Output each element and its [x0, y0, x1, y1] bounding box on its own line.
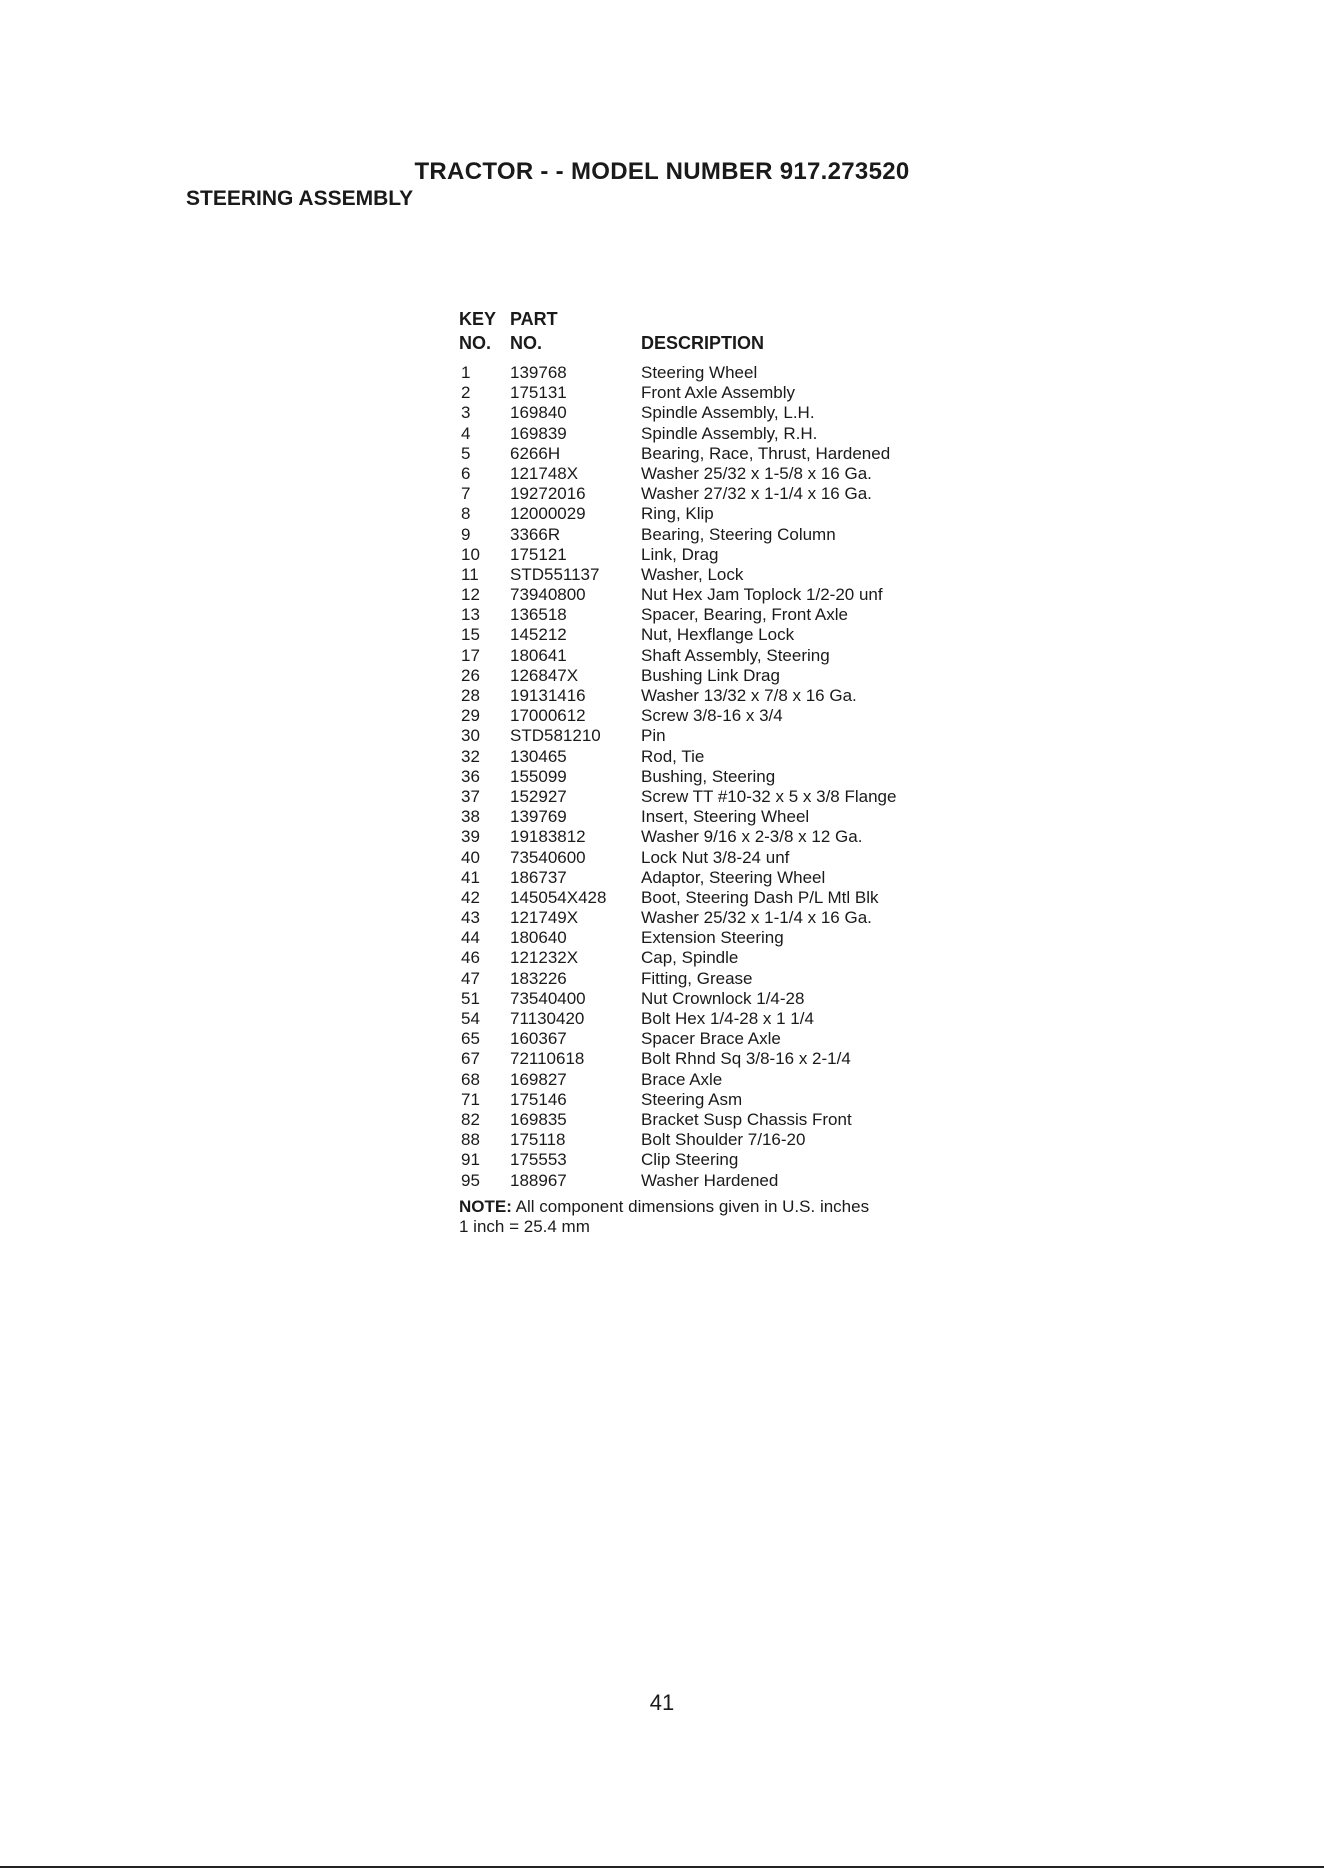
- part-no-cell: 6266H: [510, 443, 561, 463]
- description-cell: Washer 27/32 x 1-1/4 x 16 Ga.: [641, 484, 872, 504]
- table-row: [459, 444, 971, 464]
- part-no-cell: 169840: [510, 403, 567, 423]
- part-no-cell: STD551137: [510, 564, 600, 584]
- key-no-cell: 82: [461, 1109, 480, 1129]
- table-row: [459, 605, 971, 625]
- note-text: All component dimensions given in U.S. inches: [511, 1196, 870, 1216]
- bottom-rule: [0, 1866, 1324, 1868]
- table-row: [459, 525, 971, 545]
- table-row: [459, 706, 971, 726]
- key-no-cell: 12: [461, 585, 480, 605]
- part-no-cell: 3366R: [510, 524, 561, 544]
- note-label: NOTE:: [459, 1196, 512, 1216]
- key-no-cell: 1: [461, 363, 471, 382]
- note-line2: 1 inch = 25.4 mm: [459, 1216, 590, 1236]
- key-no-cell: 15: [461, 625, 480, 645]
- table-row: [459, 403, 971, 423]
- part-no-cell: 175121: [510, 544, 567, 564]
- table-row: [459, 1009, 971, 1029]
- table-row: [459, 989, 971, 1009]
- part-no-cell: 126847X: [510, 665, 579, 685]
- description-cell: Spacer Brace Axle: [641, 1029, 781, 1049]
- description-cell: Nut Hex Jam Toplock 1/2-20 unf: [641, 585, 883, 605]
- note-line1: [459, 1197, 971, 1217]
- description-cell: Spindle Assembly, R.H.: [641, 423, 818, 443]
- description-cell: Rod, Tie: [641, 746, 705, 766]
- key-no-cell: 17: [461, 645, 480, 665]
- key-no-cell: 51: [461, 988, 480, 1008]
- part-no-cell: 136518: [510, 605, 567, 625]
- key-no-cell: 4: [461, 423, 471, 443]
- part-no-cell: 139769: [510, 807, 567, 827]
- part-no-cell: 155099: [510, 766, 567, 786]
- description-cell: Spindle Assembly, L.H.: [641, 403, 815, 423]
- table-row: [459, 1090, 971, 1110]
- key-no-cell: 44: [461, 928, 480, 948]
- key-no-cell: 40: [461, 847, 480, 867]
- table-row: [459, 1130, 971, 1150]
- part-no-cell: 73940800: [510, 585, 586, 605]
- table-row: [459, 948, 971, 968]
- table-row: [459, 1070, 971, 1090]
- table-row: [459, 646, 971, 666]
- description-cell: Steering Asm: [641, 1089, 743, 1109]
- description-cell: Bolt Shoulder 7/16-20: [641, 1130, 806, 1150]
- part-no-cell: 121748X: [510, 463, 579, 483]
- key-no-cell: 2: [461, 383, 471, 403]
- description-cell: Steering Wheel: [641, 363, 758, 382]
- description-cell: Washer, Lock: [641, 564, 744, 584]
- table-row: [459, 969, 971, 989]
- part-no-cell: 73540400: [510, 988, 586, 1008]
- description-cell: Washer 25/32 x 1-1/4 x 16 Ga.: [641, 908, 872, 928]
- part-no-cell: 180641: [510, 645, 567, 665]
- key-no-header-line2: NO.: [459, 333, 492, 353]
- table-row: [459, 908, 971, 928]
- key-no-cell: 5: [461, 443, 471, 463]
- key-no-cell: 32: [461, 746, 480, 766]
- table-row: [459, 363, 971, 383]
- description-cell: Bracket Susp Chassis Front: [641, 1109, 852, 1129]
- part-no-cell: 145054X428: [510, 887, 607, 907]
- description-cell: Screw TT #10-32 x 5 x 3/8 Flange: [641, 786, 897, 806]
- table-row: [459, 484, 971, 504]
- part-no-cell: 19131416: [510, 686, 586, 705]
- description-cell: Shaft Assembly, Steering: [641, 645, 830, 665]
- description-cell: Washer Hardened: [641, 1170, 779, 1190]
- table-row: [459, 1171, 971, 1191]
- parts-list: [459, 309, 971, 1237]
- key-no-cell: 37: [461, 786, 480, 806]
- table-row: [459, 424, 971, 444]
- part-no-cell: 152927: [510, 786, 567, 806]
- table-row: [459, 666, 971, 686]
- key-no-cell: 47: [461, 968, 480, 988]
- part-no-cell: 188967: [510, 1170, 567, 1190]
- table-row: [459, 888, 971, 908]
- page-title: TRACTOR - - MODEL NUMBER 917.273520: [414, 158, 910, 185]
- key-no-cell: 65: [461, 1029, 480, 1049]
- part-no-cell: 180640: [510, 928, 567, 948]
- description-header: DESCRIPTION: [641, 333, 765, 353]
- key-no-cell: 68: [461, 1069, 480, 1089]
- description-cell: Washer 9/16 x 2-3/8 x 12 Ga.: [641, 827, 863, 847]
- parts-rows: [459, 363, 971, 1191]
- key-no-cell: 36: [461, 766, 480, 786]
- description-cell: Bushing Link Drag: [641, 665, 780, 685]
- key-no-cell: 10: [461, 544, 480, 564]
- key-no-cell: 9: [461, 524, 471, 544]
- part-no-cell: 175118: [510, 1130, 566, 1150]
- table-row: [459, 827, 971, 847]
- page-number: 41: [649, 1690, 675, 1715]
- description-cell: Clip Steering: [641, 1150, 739, 1170]
- description-cell: Front Axle Assembly: [641, 383, 796, 403]
- part-no-cell: 121749X: [510, 908, 579, 928]
- table-row: [459, 868, 971, 888]
- key-no-cell: 43: [461, 908, 480, 928]
- key-no-header-line1: KEY: [459, 309, 497, 329]
- key-no-cell: 88: [461, 1130, 480, 1150]
- table-row: [459, 1049, 971, 1069]
- description-cell: Extension Steering: [641, 928, 784, 948]
- description-cell: Ring, Klip: [641, 504, 714, 524]
- part-no-cell: 183226: [510, 968, 567, 988]
- key-no-cell: 67: [461, 1049, 480, 1069]
- key-no-cell: 30: [461, 726, 480, 746]
- key-no-cell: 95: [461, 1170, 480, 1190]
- table-row: [459, 545, 971, 565]
- section-title: STEERING ASSEMBLY: [186, 187, 414, 210]
- note: [459, 1197, 971, 1237]
- key-no-cell: 8: [461, 504, 471, 524]
- part-no-cell: 175146: [510, 1089, 567, 1109]
- description-cell: Brace Axle: [641, 1069, 723, 1089]
- part-no-cell: 139768: [510, 363, 567, 382]
- parts-list-header: [459, 309, 971, 357]
- table-row: [459, 504, 971, 524]
- table-row: [459, 383, 971, 403]
- key-no-cell: 46: [461, 948, 480, 968]
- description-cell: Screw 3/8-16 x 3/4: [641, 706, 783, 726]
- description-cell: Link, Drag: [641, 544, 719, 564]
- description-cell: Fitting, Grease: [641, 968, 753, 988]
- part-no-header-line1: PART: [510, 309, 558, 329]
- table-row: [459, 807, 971, 827]
- description-cell: Adaptor, Steering Wheel: [641, 867, 826, 887]
- description-cell: Bearing, Steering Column: [641, 524, 836, 544]
- description-cell: Washer 13/32 x 7/8 x 16 Ga.: [641, 686, 857, 705]
- key-no-cell: 29: [461, 706, 480, 726]
- table-row: [459, 1029, 971, 1049]
- part-no-cell: 73540600: [510, 847, 586, 867]
- description-cell: Boot, Steering Dash P/L Mtl Blk: [641, 887, 879, 907]
- part-no-header-line2: NO.: [510, 333, 543, 353]
- part-no-cell: 130465: [510, 746, 567, 766]
- part-no-cell: 19272016: [510, 484, 586, 504]
- part-no-cell: 12000029: [510, 504, 586, 524]
- description-cell: Lock Nut 3/8-24 unf: [641, 847, 790, 867]
- key-no-cell: 28: [461, 686, 480, 705]
- key-no-cell: 7: [461, 484, 471, 504]
- part-no-cell: 160367: [510, 1029, 567, 1049]
- part-no-cell: 175553: [510, 1150, 567, 1170]
- key-no-cell: 6: [461, 463, 471, 483]
- key-no-cell: 38: [461, 807, 480, 827]
- description-cell: Pin: [641, 726, 666, 746]
- key-no-cell: 39: [461, 827, 480, 847]
- key-no-cell: 41: [461, 867, 480, 887]
- description-cell: Spacer, Bearing, Front Axle: [641, 605, 848, 625]
- table-row: [459, 767, 971, 787]
- table-row: [459, 848, 971, 868]
- description-cell: Bearing, Race, Thrust, Hardened: [641, 443, 891, 463]
- table-row: [459, 1110, 971, 1130]
- table-row: [459, 585, 971, 605]
- part-no-cell: 169839: [510, 423, 567, 443]
- description-cell: Bolt Hex 1/4-28 x 1 1/4: [641, 1009, 814, 1028]
- table-row: [459, 686, 971, 706]
- table-row: [459, 928, 971, 948]
- part-no-cell: 19183812: [510, 827, 586, 847]
- part-no-cell: STD581210: [510, 726, 601, 746]
- part-no-cell: 175131: [510, 383, 567, 403]
- table-row: [459, 726, 971, 746]
- part-no-cell: 145212: [510, 625, 567, 645]
- key-no-cell: 3: [461, 403, 471, 423]
- description-cell: Bushing, Steering: [641, 766, 776, 786]
- part-no-cell: 72110618: [510, 1049, 585, 1069]
- part-no-cell: 169835: [510, 1109, 567, 1129]
- key-no-cell: 71: [461, 1089, 480, 1109]
- part-no-cell: 121232X: [510, 948, 579, 968]
- table-row: [459, 625, 971, 645]
- description-cell: Cap, Spindle: [641, 948, 739, 968]
- description-cell: Nut Crownlock 1/4-28: [641, 988, 805, 1008]
- key-no-cell: 13: [461, 605, 480, 625]
- key-no-cell: 42: [461, 887, 480, 907]
- key-no-cell: 91: [461, 1150, 480, 1170]
- key-no-cell: 11: [461, 564, 479, 584]
- key-no-cell: 54: [461, 1009, 480, 1028]
- description-cell: Insert, Steering Wheel: [641, 807, 810, 827]
- table-row: [459, 747, 971, 767]
- description-cell: Washer 25/32 x 1-5/8 x 16 Ga.: [641, 463, 872, 483]
- table-row: [459, 787, 971, 807]
- table-row: [459, 464, 971, 484]
- part-no-cell: 71130420: [510, 1009, 585, 1028]
- part-no-cell: 169827: [510, 1069, 567, 1089]
- part-no-cell: 17000612: [510, 706, 586, 726]
- description-cell: Nut, Hexflange Lock: [641, 625, 795, 645]
- key-no-cell: 26: [461, 665, 480, 685]
- table-row: [459, 565, 971, 585]
- table-row: [459, 1150, 971, 1170]
- part-no-cell: 186737: [510, 867, 567, 887]
- description-cell: Bolt Rhnd Sq 3/8-16 x 2-1/4: [641, 1049, 851, 1069]
